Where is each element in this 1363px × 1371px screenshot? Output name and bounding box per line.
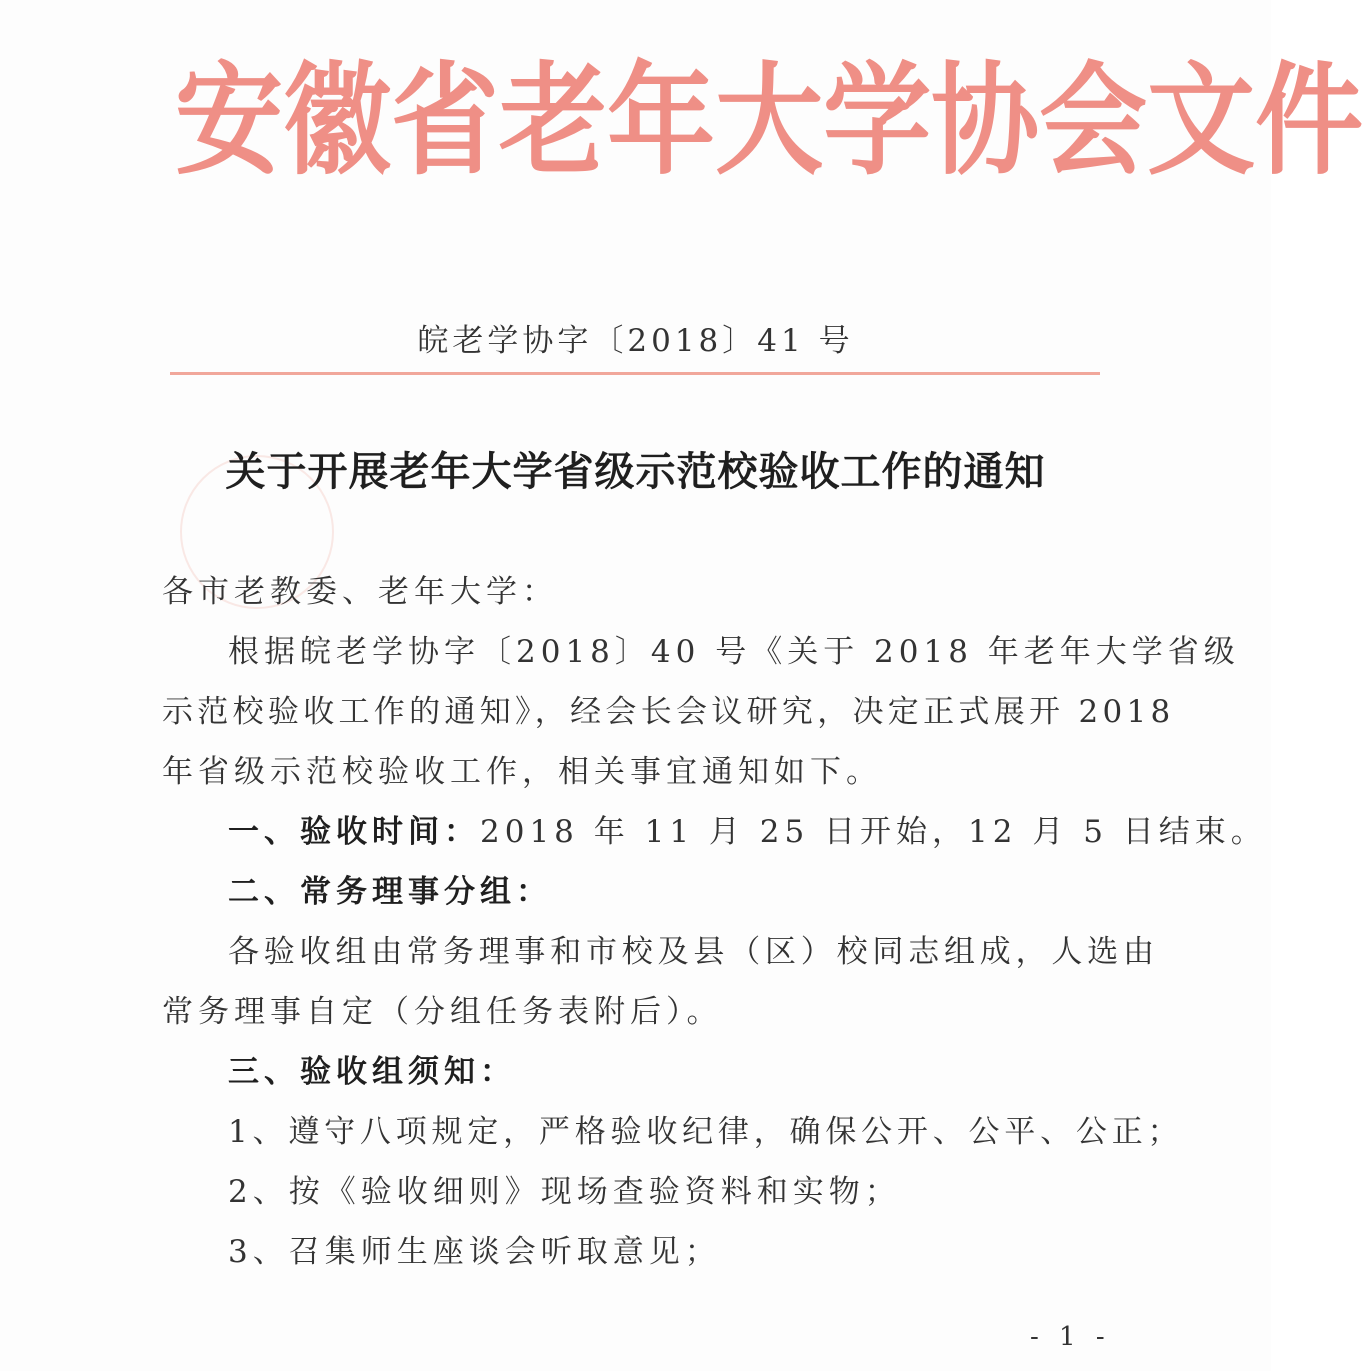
list-item-2: 2、按《验收细则》现场查验资料和实物； — [228, 1174, 901, 1210]
letterhead-char: 安 — [175, 51, 284, 192]
section-1 — [228, 806, 1267, 851]
page-number: - 1 - — [1030, 1322, 1111, 1352]
letterhead-char: 老 — [499, 51, 608, 192]
document-number: 皖老学协字〔2018〕41 号 — [417, 323, 854, 359]
section-3-heading-text: 三、验收组须知： — [228, 1054, 516, 1090]
letterhead-char: 徽 — [283, 51, 392, 192]
letterhead-char: 省 — [391, 51, 500, 192]
section-2-heading — [228, 866, 552, 911]
letterhead-char: 会 — [1039, 51, 1148, 192]
red-separator-line — [170, 372, 1100, 375]
paragraph-1-line-1: 根据皖老学协字〔2018〕40 号《关于 2018 年老年大学省级 — [228, 634, 1240, 670]
red-letterhead — [175, 51, 1363, 192]
salutation: 各市老教委、老年大学： — [162, 574, 558, 610]
section-1-text: 2018 年 11 月 25 日开始，12 月 5 日结束。 — [480, 814, 1267, 850]
section-2-line-2: 常务理事自定（分组任务表附后）。 — [162, 994, 723, 1030]
paragraph-1-line-3: 年省级示范校验收工作，相关事宜通知如下。 — [162, 754, 882, 790]
letterhead-char: 件 — [1255, 51, 1363, 192]
document-title: 关于开展老年大学省级示范校验收工作的通知 — [225, 448, 1046, 495]
letterhead-char: 年 — [607, 51, 716, 192]
section-3-heading — [228, 1046, 516, 1091]
paragraph-1-line-2: 示范校验收工作的通知》，经会长会议研究，决定正式展开 2018 — [162, 694, 1175, 730]
letterhead-char: 学 — [823, 51, 932, 192]
letterhead-char: 协 — [931, 51, 1040, 192]
section-2-heading-text: 二、常务理事分组： — [228, 874, 552, 910]
letterhead-char: 文 — [1147, 51, 1256, 192]
letterhead-char: 大 — [715, 51, 824, 192]
list-item-1: 1、遵守八项规定，严格验收纪律，确保公开、公平、公正； — [228, 1114, 1184, 1150]
list-item-3: 3、召集师生座谈会听取意见； — [228, 1234, 721, 1270]
section-2-line-1: 各验收组由常务理事和市校及县（区）校同志组成，人选由 — [228, 934, 1159, 970]
section-1-heading: 一、验收时间： — [228, 814, 480, 850]
